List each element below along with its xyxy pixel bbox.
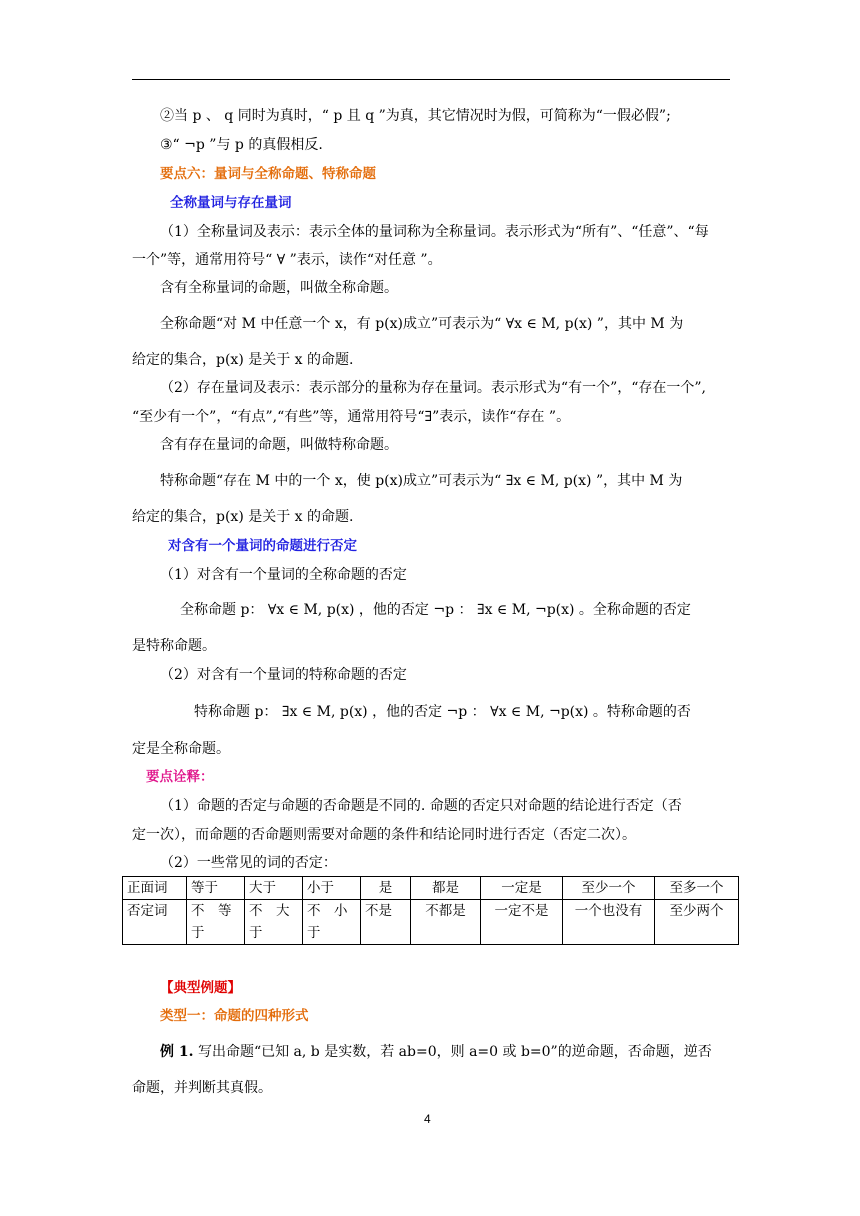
text-line: （1）命题的否定与命题的否命题是不同的. 命题的否定只对命题的结论进行否定（否: [160, 798, 682, 814]
table-cell: 等于: [187, 877, 245, 900]
negation-table: [122, 876, 739, 945]
table-cell: 正面词: [123, 877, 187, 900]
table-cell: 大于: [245, 877, 303, 900]
text-line: 是特称命题。: [132, 638, 216, 654]
subsection-heading: 全称量词与存在量词: [170, 195, 292, 211]
text-line: 命题，并判断其真假。: [132, 1080, 272, 1096]
text-line: 特称命题“存在 M 中的一个 x，使 p(x)成立”可表示为“ ∃x ∈ M, p(x) ”，其中 M 为: [160, 473, 683, 489]
table-cell: 不 等于: [187, 900, 245, 945]
subsection-heading: 对含有一个量词的命题进行否定: [168, 538, 357, 554]
example-label: 例 1.: [160, 1044, 194, 1060]
text-line: ②当 p 、 q 同时为真时，“ p 且 q ”为真，其它情况时为假，可简称为“一假必假”;: [160, 108, 671, 124]
table-cell: 小于: [303, 877, 361, 900]
text-line: 含有存在量词的命题，叫做特称命题。: [160, 437, 398, 453]
table-cell: 一个也没有: [563, 900, 655, 945]
text-line: （1）对含有一个量词的全称命题的否定: [160, 567, 407, 583]
text-line: 定一次），而命题的否命题则需要对命题的条件和结论同时进行否定（否定二次）。: [132, 827, 636, 843]
header-rule: [132, 79, 730, 80]
text-line: 定是全称命题。: [132, 741, 230, 757]
text-line: 含有全称量词的命题，叫做全称命题。: [160, 280, 398, 296]
table-cell: 不 小于: [303, 900, 361, 945]
section-heading: 要点六：量词与全称命题、特称命题: [160, 166, 376, 182]
table-row: [123, 877, 739, 900]
table-cell: 都是: [411, 877, 481, 900]
example-text: 写出命题“已知 a, b 是实数，若 ab=0，则 a=0 或 b=0”的逆命题，否命题，逆否: [193, 1044, 712, 1060]
text-line: （2）存在量词及表示：表示部分的量称为存在量词。表示形式为“有一个”，“存在一个”,: [160, 380, 706, 396]
section-heading: 类型一：命题的四种形式: [160, 1008, 309, 1024]
table-cell: 不都是: [411, 900, 481, 945]
table-cell: 不 大于: [245, 900, 303, 945]
text-line: （2）一些常见的词的否定：: [160, 855, 337, 871]
table-cell: 一定不是: [481, 900, 563, 945]
table-cell: 是: [361, 877, 411, 900]
table-cell: 至少一个: [563, 877, 655, 900]
table-cell: 不是: [361, 900, 411, 945]
text-line: （1）全称量词及表示：表示全体的量词称为全称量词。表示形式为“所有”、“任意”、“每: [160, 224, 709, 240]
page-number: 4: [424, 1112, 431, 1126]
text-line: ③“ ¬p ”与 p 的真假相反.: [160, 137, 323, 153]
note-heading: 要点诠释：: [146, 769, 214, 785]
table-cell: 至多一个: [655, 877, 739, 900]
text-line: 特称命题 p： ∃x ∈ M, p(x) ，他的否定 ¬p ： ∀x ∈ M, ¬p(x) 。特称命题的否: [194, 704, 691, 720]
text-line: 给定的集合，p(x) 是关于 x 的命题.: [132, 352, 354, 368]
text-line: 全称命题“对 M 中任意一个 x，有 p(x)成立”可表示为“ ∀x ∈ M, p(x) ”，其中 M 为: [160, 316, 684, 332]
text-line: 一个”等，通常用符号“ ∀ ”表示，读作“对任意 ”。: [132, 252, 442, 268]
table-row: [123, 900, 739, 945]
table-cell: 至少两个: [655, 900, 739, 945]
table-cell: 否定词: [123, 900, 187, 945]
table-cell: 一定是: [481, 877, 563, 900]
text-line: 全称命题 p： ∀x ∈ M, p(x) ，他的否定 ¬p ： ∃x ∈ M, ¬p(x) 。全称命题的否定: [180, 602, 691, 618]
example-line: [160, 1042, 712, 1062]
text-line: “至少有一个”，“有点”,“有些”等，通常用符号“∃”表示，读作“存在 ”。: [132, 409, 571, 425]
text-line: （2）对含有一个量词的特称命题的否定: [160, 667, 407, 683]
text-line: 给定的集合，p(x) 是关于 x 的命题.: [132, 509, 354, 525]
section-heading: 【典型例题】: [160, 980, 241, 996]
